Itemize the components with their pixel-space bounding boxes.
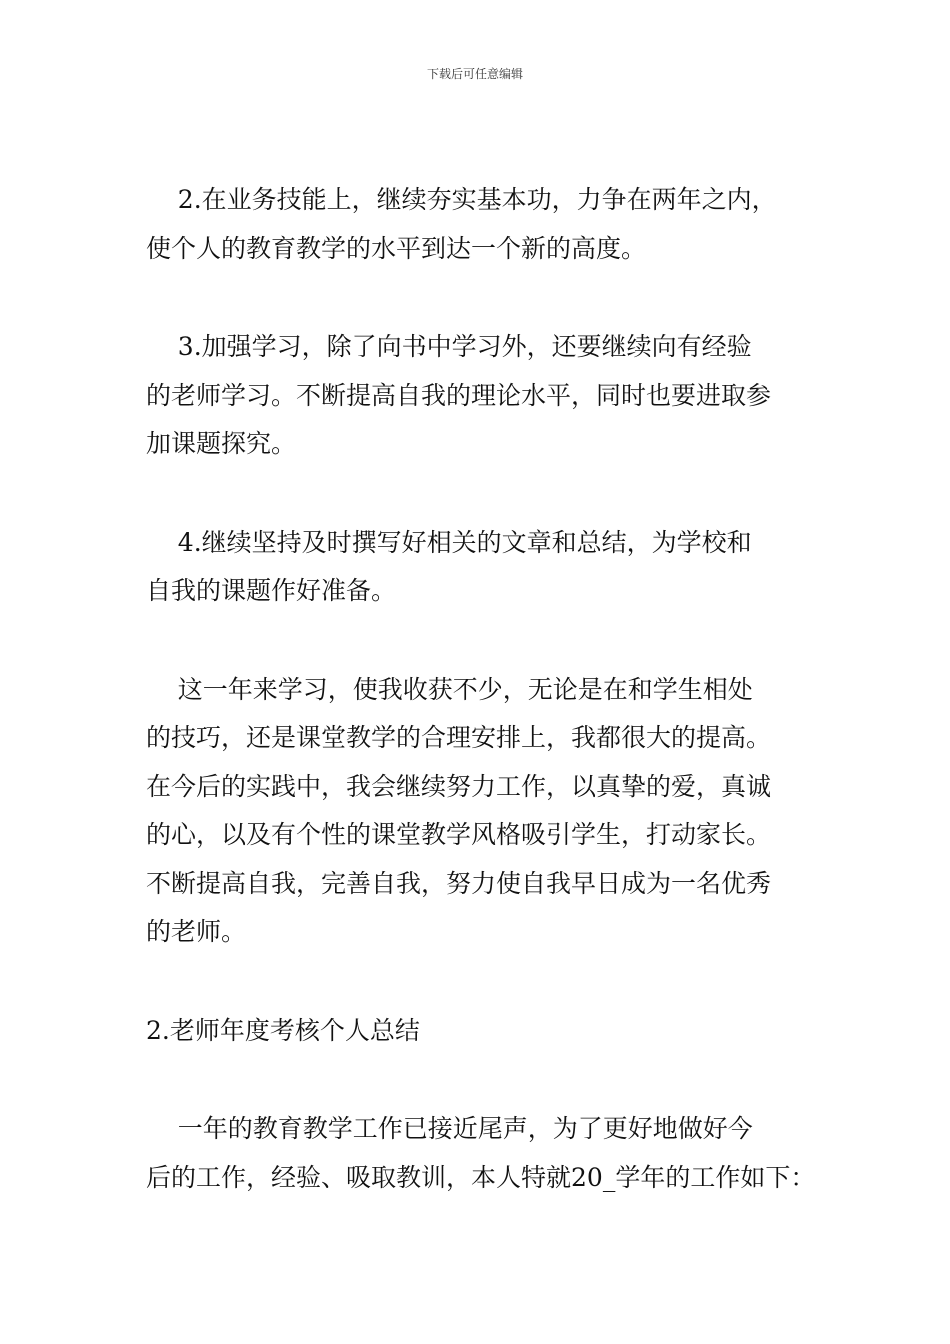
text-line: 自我的课题作好准备。 xyxy=(146,576,397,605)
text-line: 不断提高自我，完善自我，努力使自我早日成为一名优秀 xyxy=(146,868,772,898)
paragraph-conclusion xyxy=(146,666,816,957)
heading-line: 2.老师年度考核个人总结 xyxy=(146,1015,420,1045)
text-line: 使个人的教育教学的水平到达一个新的高度。 xyxy=(146,233,647,263)
paragraph-item-2 xyxy=(146,176,816,273)
text-line: 3.加强学习，除了向书中学习外，还要继续向有经验 xyxy=(146,332,752,361)
text-line: 在今后的实践中，我会继续努力工作，以真挚的爱，真诚 xyxy=(146,771,772,801)
text-line: 的老师学习。不断提高自我的理论水平，同时也要进取参 xyxy=(146,380,772,410)
text-line: 的心，以及有个性的课堂教学风格吸引学生，打动家长。 xyxy=(146,820,772,849)
paragraph-item-3 xyxy=(146,323,816,469)
paragraph-intro xyxy=(146,1105,816,1202)
page-header: 下载后可任意编辑 xyxy=(426,67,523,81)
text-line: 这一年来学习，使我收获不少，无论是在和学生相处 xyxy=(146,674,753,704)
paragraph-item-4 xyxy=(146,519,816,616)
section-heading xyxy=(146,1007,816,1056)
text-line: 加课题探究。 xyxy=(146,429,297,458)
text-line: 4.继续坚持及时撰写好相关的文章和总结，为学校和 xyxy=(146,527,752,557)
text-line: 2.在业务技能上，继续夯实基本功，力争在两年之内， xyxy=(146,185,777,214)
text-line: 后的工作，经验、吸取教训，本人特就20_学年的工作如下： xyxy=(146,1162,816,1192)
document-body xyxy=(146,176,816,1202)
text-line: 的技巧，还是课堂教学的合理安排上，我都很大的提高。 xyxy=(146,723,772,752)
text-line: 的老师。 xyxy=(146,917,247,946)
text-line: 一年的教育教学工作已接近尾声，为了更好地做好今 xyxy=(146,1114,753,1143)
